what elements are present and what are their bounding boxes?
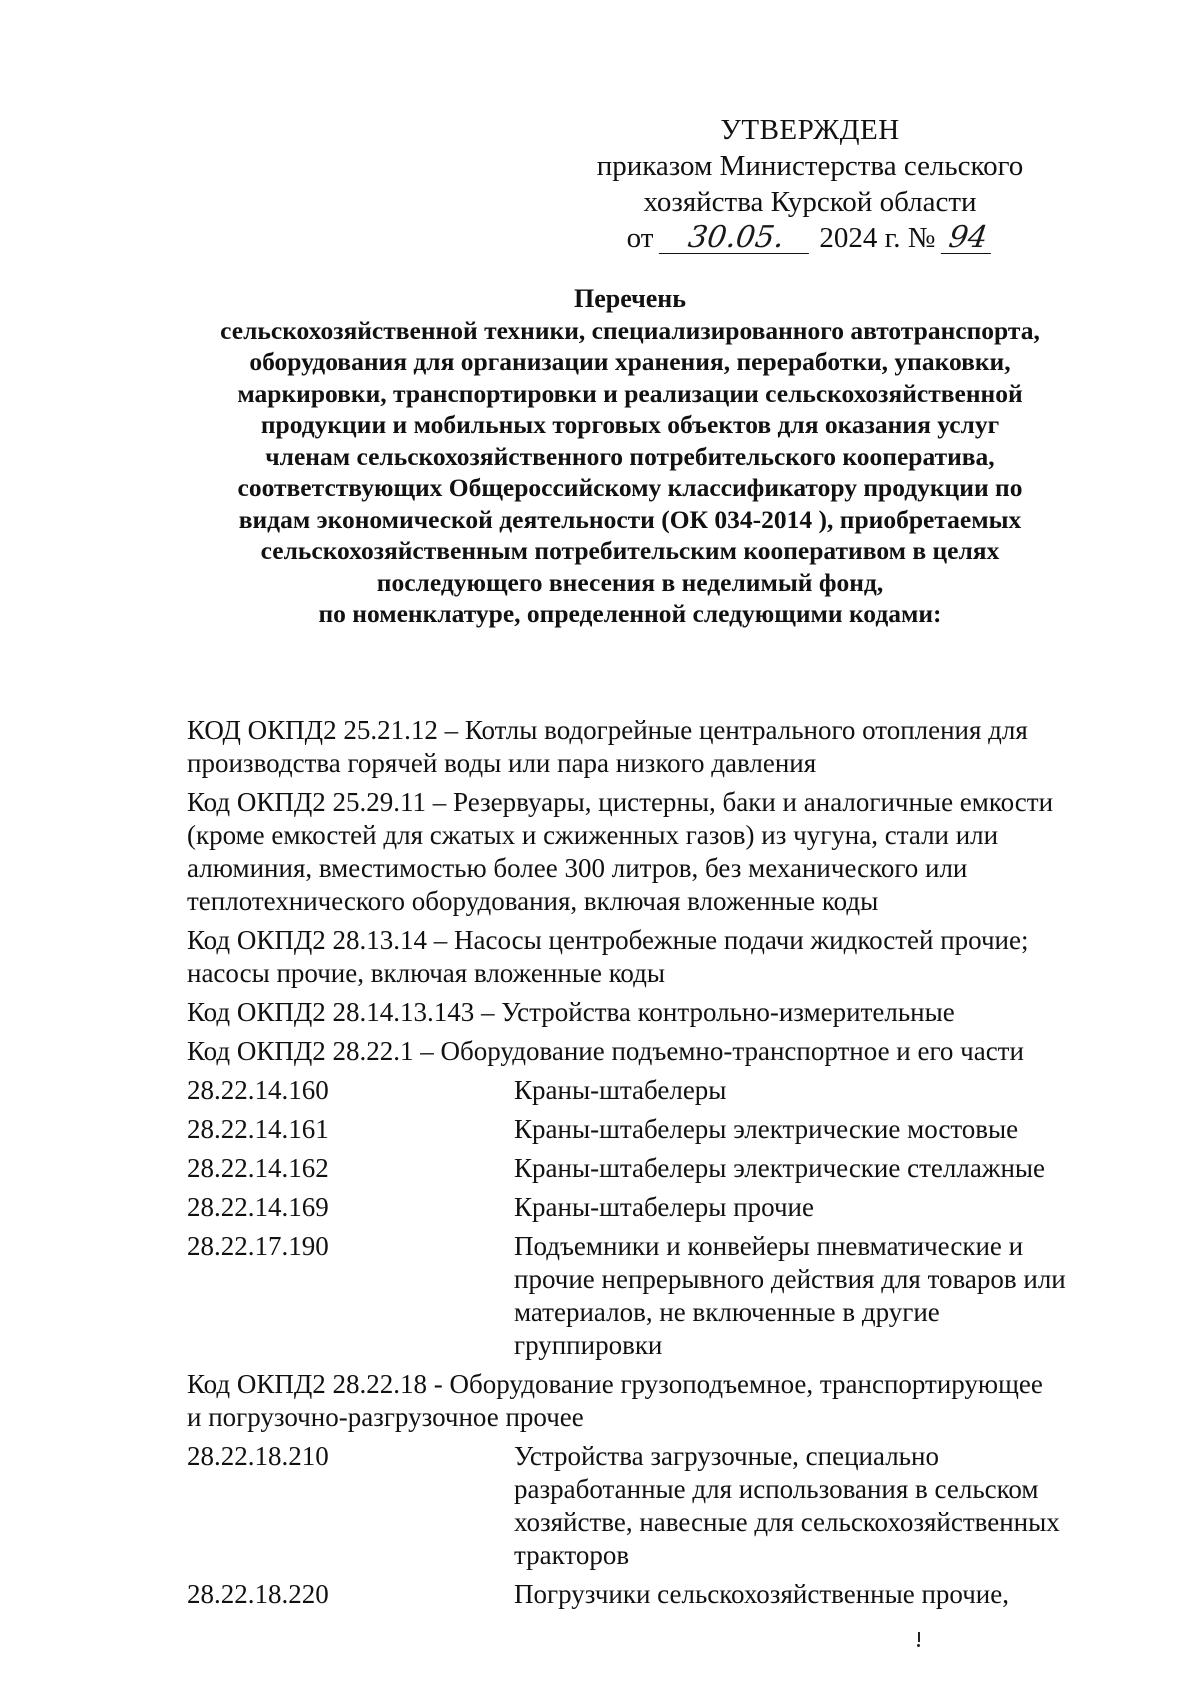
code-group-25-29-11: [187, 786, 1127, 918]
code-group-line: Код ОКПД2 28.13.14 – Насосы центробежные подачи жидкостей прочие;: [187, 925, 1029, 955]
codes-list: [187, 714, 1127, 1617]
sub-code-name-line: хозяйстве, навесные для сельскохозяйственных: [514, 1507, 1060, 1537]
code-group-text: [187, 1368, 1127, 1434]
code-group-line: и погрузочно-разгрузочное прочее: [187, 1402, 584, 1432]
heading-line: продукции и мобильных торговых объектов для оказания услуг: [260, 410, 1000, 439]
code-group-line: Код ОКПД2 25.29.11 – Резервуары, цистерны, баки и аналогичные емкости: [187, 787, 1054, 817]
sub-code-name-line: группировки: [514, 1330, 663, 1360]
code-group-line: Код ОКПД2 28.14.13.143 – Устройства контрольно-измерительные: [187, 997, 955, 1027]
sub-code-name-line: Устройства загрузочные, специально: [514, 1441, 939, 1471]
sub-code: 28.22.14.169: [187, 1192, 329, 1222]
heading-line: оборудования для организации хранения, переработки, упаковки,: [249, 347, 1011, 376]
code-group-line: (кроме емкостей для сжатых и сжиженных газов) из чугуна, стали или: [187, 820, 999, 850]
code-group-28-22-18: [187, 1368, 1127, 1434]
heading-line: членам сельскохозяйственного потребительского кооператива,: [265, 441, 995, 471]
heading-title: Перечень: [573, 284, 687, 313]
code-group-text: [187, 1035, 1127, 1068]
heading-line: последующего внесения в неделимый фонд,: [376, 567, 884, 597]
approval-block: [560, 112, 1060, 256]
sub-code-name: [514, 1191, 1127, 1224]
heading-line: видам экономической деятельности (ОК 034-2014 ), приобретаемых: [238, 504, 1022, 534]
sub-code-name: [514, 1113, 1127, 1146]
date-year-number-label: 2024 г. №: [819, 222, 936, 254]
code-group-text: [187, 786, 1127, 918]
heading-line: по номенклатуре, определенной следующими кодами:: [318, 599, 942, 628]
code-group-text: [187, 996, 1127, 1029]
handwritten-date: 30.05.: [659, 223, 813, 254]
code-group-line: насосы прочие, включая вложенные коды: [187, 958, 666, 988]
sub-code-name: [514, 1578, 1127, 1611]
sub-code: 28.22.17.190: [187, 1231, 329, 1261]
sub-code-row: [187, 1191, 1127, 1224]
sub-code-row: [187, 1440, 1127, 1572]
sub-code-row: [187, 1230, 1127, 1362]
heading-line: сельскохозяйственной техники, специализированного автотранспорта,: [220, 315, 1040, 345]
code-group-28-14-13-143: [187, 996, 1127, 1029]
code-group-28-13-14: [187, 924, 1127, 990]
sub-code: 28.22.14.160: [187, 1075, 329, 1105]
sub-code-name: [514, 1152, 1127, 1185]
sub-code-row: [187, 1074, 1127, 1107]
code-group-28-22-1: [187, 1035, 1127, 1068]
sub-code-row: [187, 1152, 1127, 1185]
heading-line: соответствующих Общероссийскому классификатору продукции по: [237, 473, 1023, 502]
handwritten-order-number: 94: [941, 223, 995, 254]
code-group-line: Код ОКПД2 28.22.18 - Оборудование грузоподъемное, транспортирующее: [187, 1369, 1043, 1399]
sub-code-name: [514, 1440, 1127, 1572]
code-group-25-21-12: [187, 714, 1127, 780]
code-group-line: Код ОКПД2 28.22.1 – Оборудование подъемно-транспортное и его части: [187, 1036, 1024, 1066]
sub-code: 28.22.18.220: [187, 1579, 329, 1609]
sub-code-name-line: Погрузчики сельскохозяйственные прочие,: [514, 1579, 1009, 1609]
code-group-line: теплотехнического оборудования, включая вложенные коды: [187, 886, 879, 916]
sub-code: 28.22.14.162: [187, 1153, 329, 1183]
date-prefix: от: [626, 222, 654, 254]
sub-code-name-line: Подъемники и конвейеры пневматические и: [514, 1231, 1024, 1261]
code-group-line: КОД ОКПД2 25.21.12 – Котлы водогрейные центрального отопления для: [187, 715, 1028, 745]
scan-artifact-mark: [918, 1632, 920, 1642]
sub-code-name-line: Краны-штабелеры электрические стеллажные: [514, 1153, 1046, 1183]
code-group-line: алюминия, вместимостью более 300 литров, без механического или: [187, 853, 968, 883]
approval-order-line: приказом Министерства сельского: [596, 150, 1024, 182]
heading-line: сельскохозяйственным потребительским кооперативом в целях: [260, 536, 1000, 565]
code-group-text: [187, 714, 1127, 780]
sub-code-name-line: материалов, не включенные в другие: [514, 1297, 940, 1327]
sub-code-name-line: прочие непрерывного действия для товаров или: [514, 1264, 1066, 1294]
sub-code-name-line: Краны-штабелеры: [514, 1075, 727, 1105]
approval-title: УТВЕРЖДЕН: [720, 114, 900, 146]
sub-code-name-line: тракторов: [514, 1540, 630, 1570]
sub-code-name: [514, 1074, 1127, 1107]
sub-code-name-line: Краны-штабелеры прочие: [514, 1192, 814, 1222]
sub-code-name-line: разработанные для использования в сельском: [514, 1474, 1039, 1504]
approval-date-line: [560, 220, 1060, 256]
code-group-line: производства горячей воды или пара низкого давления: [187, 748, 817, 778]
sub-code-name-line: Краны-штабелеры электрические мостовые: [514, 1114, 1019, 1144]
sub-code-name: [514, 1230, 1127, 1362]
sub-code: 28.22.14.161: [187, 1114, 329, 1144]
sub-code: 28.22.18.210: [187, 1441, 329, 1471]
sub-code-row: [187, 1113, 1127, 1146]
sub-code-row: [187, 1578, 1127, 1611]
heading-line: маркировки, транспортировки и реализации сельскохозяйственной: [237, 378, 1023, 408]
code-group-text: [187, 924, 1127, 990]
document-heading: [160, 283, 1100, 630]
approval-ministry-line: хозяйства Курской области: [643, 186, 977, 218]
